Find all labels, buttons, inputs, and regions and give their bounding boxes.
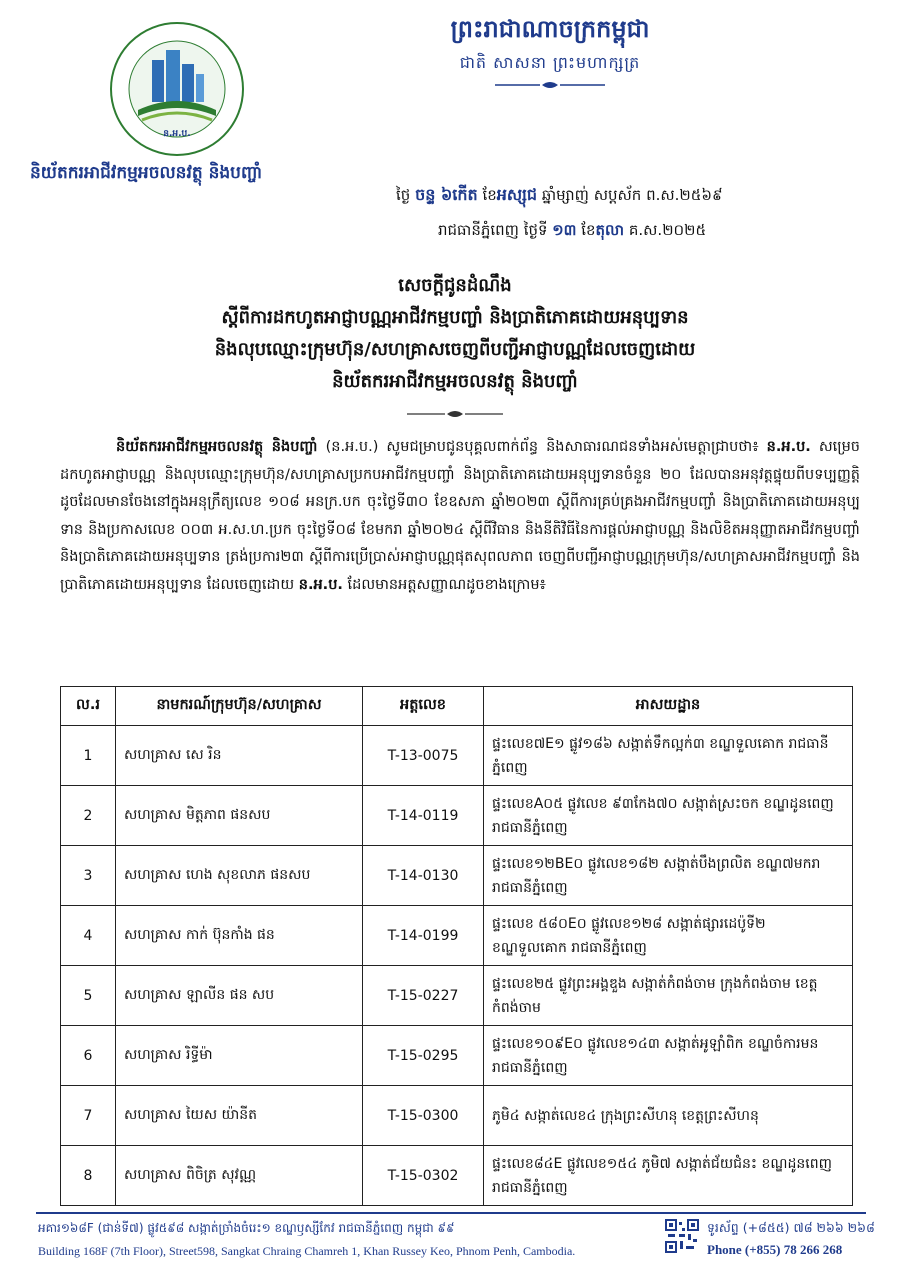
qr-code-icon [665, 1219, 699, 1253]
table-row: 2 សហគ្រាស មិត្តភាព ផនសប T-14-0119 ផ្ទះលេខA០៥ ផ្លូវលេខ ៩៣កែង៧០ សង្កាត់ស្រះចក ខណ្ឌដូនពេញ រាជធានីភ្នំពេញ [61, 786, 853, 846]
lunar-date: ថ្ងៃ ចន្ទ ៦កើត ខែអស្សុជ ឆ្នាំម្សាញ់ សប្តស័ក ព.ស.២៥៦៩ [396, 185, 723, 204]
motto-ornament [490, 80, 610, 90]
svg-text:ន.អ.ប.: ន.អ.ប. [163, 129, 191, 139]
footer-phone-kh: ទូរស័ព្ទ (+៨៥៥) ៧៨ ២៦៦ ២៦៨ [707, 1220, 875, 1235]
national-motto: ជាតិ សាសនា ព្រះមហាក្សត្រ [459, 53, 641, 72]
table-row: 1 សហគ្រាស សេ រិន T-13-0075 ផ្ទះលេខ៧E១ ផ្លូវ១៨៦ សង្កាត់ទឹកល្អក់៣ ខណ្ឌទួលគោក រាជធានីភ្នំពេញ [61, 726, 853, 786]
col-header-address: អាសយដ្ឋាន [484, 687, 853, 726]
footer-address-en: Building 168F (7th Floor), Street598, Sangkat Chraing Chamreh 1, Khan Russey Keo, Phnom Penh, Cambodia. [38, 1244, 576, 1258]
table-row: 6 សហគ្រាស រិទ្ធីម៉ា T-15-0295 ផ្ទះលេខ១០៩E០ ផ្លូវលេខ១៤៣ សង្កាត់អូឡាំពិក ខណ្ឌចំការមន រាជធានីភ្នំពេញ [61, 1026, 853, 1086]
solar-day-handwritten: ១៣ [552, 221, 577, 239]
lunar-day-handwritten: ចន្ទ ៦កើត [415, 185, 478, 204]
org-name: និយ័តករអាជីវកម្មអចលនវត្ថុ និងបញ្ចាំ [30, 163, 263, 183]
notice-body: និយ័តករអាជីវកម្មអចលនវត្ថុ និងបញ្ចាំ (ន.អ.ប.) សូមជម្រាបជូនបុគ្គលពាក់ព័ន្ធ និងសាធារណជនទាំងអស់មេត្តាជ្រាបថា៖ ន.អ.ប. សម្រេចដកហូតអាជ្ញាបណ្ណ និងលុបឈ្មោះក្រុមហ៊ុន/សហគ្រាសប្រកបអាជីវកម្មបញ្ចាំ និងប្រាតិភោគដោយអនុប្បទានចំនួន ២០ ដែលបានអនុវត្តផ្ទុយពីបទប្បញ្ញត្តិដូចដែលមានចែងនៅក្នុងអនុក្រឹត្យលេខ ១០៨ អនក្រ.បក ចុះថ្ងៃទី៣០ ខែឧសភា ឆ្នាំ២០២៣ ស្តីពីការគ្រប់គ្រងអាជីវកម្មបញ្ចាំ និងប្រាតិភោគដោយអនុប្បទាន និងប្រកាសលេខ ០០៣ អ.ស.ហ.ប្រក ចុះថ្ងៃទី០៨ ខែមករា ឆ្នាំ២០២៤ ស្តីពីវិធាន និងនីតិវិធីនៃការផ្តល់អាជ្ញាបណ្ណ និងលិខិតអនុញ្ញាតអាជីវកម្មបញ្ចាំ និងប្រាតិភោគដោយអនុប្បទាន ត្រង់ប្រការ២៣ ស្តីពីការប្រើប្រាស់អាជ្ញាបណ្ណផុតសុពលភាព ចេញពីបញ្ជីអាជ្ញាបណ្ណក្រុមហ៊ុន/សហគ្រាសអាជីវកម្មបញ្ចាំ និងប្រាតិភោគដោយអនុប្បទាន ដែលចេញដោយ ន.អ.ប. ដែលមានអត្តសញ្ញាណដូចខាងក្រោម៖ [60, 439, 861, 593]
table-row: 7 សហគ្រាស យៃស យ៉ានីត T-15-0300 ភូមិ៤ សង្កាត់លេខ៤ ក្រុងព្រះសីហនុ ខេត្តព្រះសីហនុ [61, 1086, 853, 1146]
table-row: 3 សហគ្រាស ហេង សុខលាភ ផនសប T-14-0130 ផ្ទះលេខ១២BE០ ផ្លូវលេខ១៨២ សង្កាត់បឹងព្រលិត ខណ្ឌ៧មករា រាជធានីភ្នំពេញ [61, 846, 853, 906]
table-row: 8 សហគ្រាស ពិចិត្រ សុវណ្ណ T-15-0302 ផ្ទះលេខ៨៤E ផ្លូវលេខ១៥៤ ភូមិ៧ សង្កាត់ជ័យជំនះ ខណ្ឌដូនពេញ រាជធានីភ្នំពេញ [61, 1146, 853, 1206]
lunar-month-handwritten: អស្សុជ [496, 185, 538, 204]
title-line-3: និងលុបឈ្មោះក្រុមហ៊ុន/សហគ្រាសចេញពីបញ្ជីអាជ្ញាបណ្ណដែលចេញដោយ [214, 339, 696, 360]
col-header-license: អត្តលេខ [363, 687, 484, 726]
footer-divider [36, 1212, 866, 1214]
title-line-1: សេចក្តីជូនដំណឹង [398, 275, 512, 296]
notice-title [40, 270, 870, 398]
col-header-no: ល.រ [61, 687, 116, 726]
col-header-name: នាមករណ៍ក្រុមហ៊ុន/សហគ្រាស [116, 687, 363, 726]
title-line-2: ស្តីពីការដកហូតអាជ្ញាបណ្ណអាជីវកម្មបញ្ចាំ និងប្រាតិភោគដោយអនុប្បទាន [221, 307, 689, 328]
table-header-row [61, 687, 853, 726]
revoked-license-table [60, 686, 853, 1206]
table-row: 4 សហគ្រាស កាក់ ប៊ុនកាំង ផន T-14-0199 ផ្ទះលេខ ៥៨០E០ ផ្លូវលេខ១២៨ សង្កាត់ផ្សារដេប៉ូទី២ ខណ្ឌទួលគោក រាជធានីភ្នំពេញ [61, 906, 853, 966]
kingdom-heading: ព្រះរាជាណាចក្រកម្ពុជា [450, 15, 650, 43]
solar-date: រាជធានីភ្នំពេញ ថ្ងៃទី ១៣ ខែតុលា គ.ស.២០២៥ [438, 221, 707, 239]
title-ornament [405, 408, 505, 420]
solar-month-handwritten: តុលា [595, 221, 625, 239]
title-line-4: និយ័តករអាជីវកម្មអចលនវត្ថុ និងបញ្ចាំ [332, 371, 578, 392]
body-org-name: និយ័តករអាជីវកម្មអចលនវត្ថុ និងបញ្ចាំ [116, 439, 318, 455]
regulator-logo [108, 20, 246, 158]
footer-phone-en: Phone (+855) 78 266 268 [707, 1242, 843, 1257]
table-row: 5 សហគ្រាស ឡាលីន ផន សប T-15-0227 ផ្ទះលេខ២៥ ផ្លូវព្រះអង្គឌួង សង្កាត់កំពង់ចាម ក្រុងកំពង់ចាម ខេត្តកំពង់ចាម [61, 966, 853, 1026]
footer-address-kh: អគារ១៦៨F (ជាន់ទី៧) ផ្លូវ៥៩៨ សង្កាត់ច្រាំងចំរេះ១ ខណ្ឌឫស្សីកែវ រាជធានីភ្នំពេញ កម្ពុជា ៩៩ [38, 1221, 455, 1235]
